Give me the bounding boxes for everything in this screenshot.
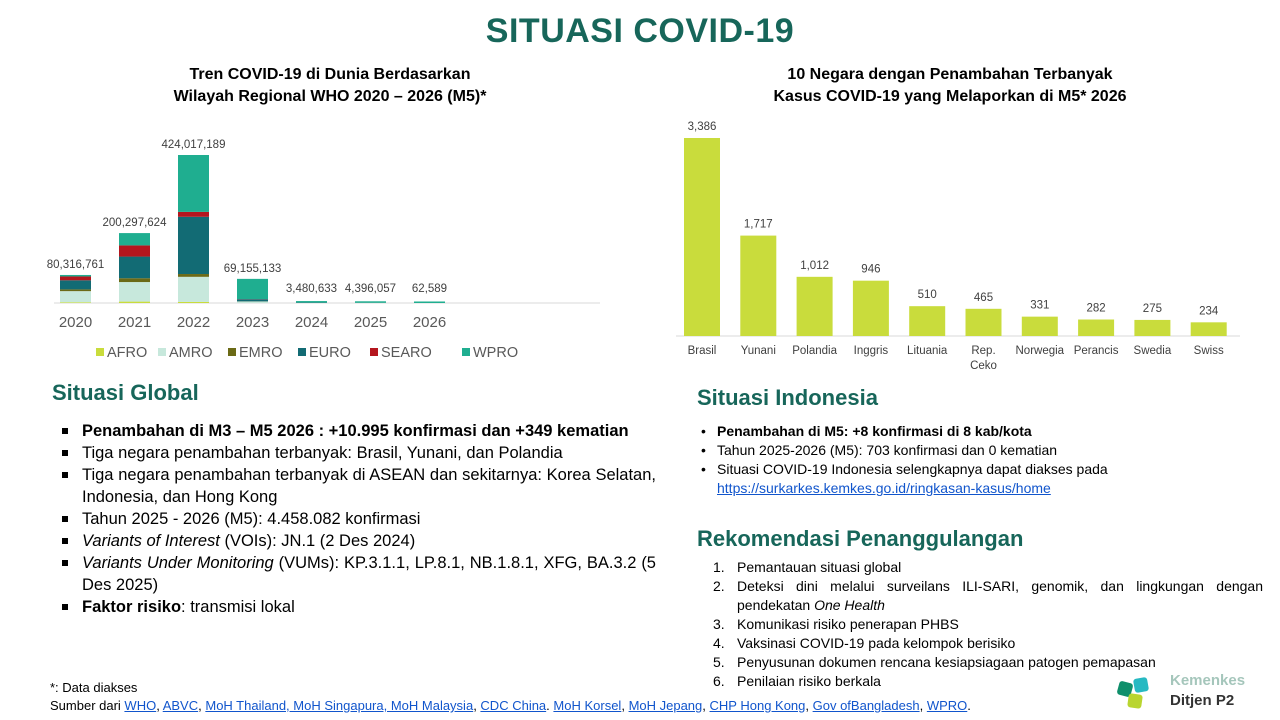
bar-segment <box>60 291 91 302</box>
data-label: 510 <box>917 289 937 302</box>
sources-prefix: Sumber dari <box>50 698 125 713</box>
tick-label: Inggris <box>853 345 889 357</box>
tick-label: Norwegia <box>1015 345 1065 357</box>
indonesia-item: • Situasi COVID-19 Indonesia selengkapnya dapat diakses pada https://surkarkes.kemkes.go.id/ringkasan-kasus/home <box>697 460 1263 498</box>
global-item: Penambahan di M3 – M5 2026 : +10.995 konfirmasi dan +349 kematian <box>58 420 656 442</box>
global-item: Tahun 2025 - 2026 (M5): 4.458.082 konfirmasi <box>58 508 656 530</box>
source-link-abvc[interactable]: ABVC <box>162 698 199 713</box>
global-item: Tiga negara penambahan terbanyak: Brasil, Yunani, dan Polandia <box>58 442 656 464</box>
data-label: 62,589 <box>411 283 448 295</box>
bar-segment <box>237 279 268 299</box>
bar <box>1022 317 1058 336</box>
bar-segment <box>60 280 91 289</box>
source-link-who[interactable]: WHO <box>124 698 157 713</box>
data-label: 3,386 <box>687 121 717 133</box>
source-link-chp-hongkong[interactable]: CHP Hong Kong <box>709 698 806 713</box>
source-link-moh-asean[interactable]: MoH Thailand, MoH Singapura, MoH Malaysia <box>205 698 474 713</box>
left-chart-title-line2: Wilayah Regional WHO 2020 – 2026 (M5)* <box>173 88 487 105</box>
data-label: 4,396,057 <box>344 283 397 295</box>
bar-segment <box>178 277 209 302</box>
indonesia-item: • Penambahan di M5: +8 konfirmasi di 8 kab/kota <box>697 422 1263 441</box>
tick-label: 2021 <box>117 314 152 331</box>
tick-label: 2025 <box>353 314 388 331</box>
bar-segment <box>237 302 268 303</box>
data-label: 1,717 <box>743 218 773 231</box>
tick-label: Rep. <box>971 345 996 357</box>
data-label: 465 <box>973 291 994 304</box>
bar-segment <box>119 278 150 282</box>
right-chart-title-line1: 10 Negara dengan Penambahan Terbanyak <box>787 66 1113 83</box>
bar <box>684 138 720 336</box>
rekomendasi-item: 4. Vaksinasi COVID-19 pada kelompok berisiko <box>713 635 1016 651</box>
bar <box>1078 320 1114 336</box>
tick-label: Polandia <box>792 345 837 357</box>
bar-segment <box>60 275 91 277</box>
legend-swatch <box>298 348 306 356</box>
data-label: 275 <box>1142 302 1162 315</box>
source-link-moh-korsel[interactable]: MoH Korsel <box>553 698 622 713</box>
global-item: Variants of Interest (VOIs): JN.1 (2 Des 2024) <box>58 530 656 552</box>
bar-segment <box>178 217 209 274</box>
indonesia-list <box>697 422 1263 498</box>
rekomendasi-heading: Rekomendasi Penanggulangan <box>697 526 1024 551</box>
bar-segment <box>119 282 150 302</box>
global-item: Variants Under Monitoring (VUMs): KP.3.1.1, LP.8.1, NB.1.8.1, XFG, BA.3.2 (5 Des 2025) <box>58 552 656 596</box>
legend-label: EURO <box>309 345 351 361</box>
bar <box>853 281 889 336</box>
bar-segment <box>414 301 445 303</box>
tick-label: 2026 <box>412 314 447 331</box>
tick-label: 2022 <box>176 314 211 331</box>
tick-label: 2024 <box>294 314 329 331</box>
logo-line2: Ditjen P2 <box>1170 692 1235 709</box>
bar-segment <box>296 301 327 303</box>
left-chart-title-line1: Tren COVID-19 di Dunia Berdasarkan <box>189 66 471 83</box>
data-label: 200,297,624 <box>102 217 167 230</box>
legend-label: SEARO <box>381 345 432 361</box>
data-label: 3,480,633 <box>285 283 338 295</box>
indonesia-list-wrap <box>697 422 1263 498</box>
bar <box>966 309 1002 336</box>
bar-segment <box>178 274 209 277</box>
tick-label: Yunani <box>740 345 776 357</box>
global-list <box>58 420 656 618</box>
kemenkes-logo <box>1114 668 1274 716</box>
data-label: 282 <box>1086 302 1106 315</box>
bar-segment <box>119 302 150 303</box>
tick-label: Perancis <box>1073 345 1119 357</box>
source-link-gov-bangladesh[interactable]: Gov ofBangladesh <box>812 698 920 713</box>
kemenkes-emblem-icon <box>1114 672 1158 712</box>
legend-swatch <box>370 348 378 356</box>
bar-segment <box>60 276 91 280</box>
left-chart-title <box>90 64 570 108</box>
data-label: 331 <box>1030 299 1050 312</box>
tick-label: Ceko <box>970 360 997 372</box>
data-label: 1,012 <box>800 259 829 272</box>
bar-segment <box>178 155 209 212</box>
bar <box>1134 320 1170 336</box>
global-heading: Situasi Global <box>52 380 199 405</box>
legend-label: EMRO <box>239 345 283 361</box>
right-chart-title <box>680 64 1220 108</box>
footer-note: *: Data diakses <box>50 680 138 695</box>
indonesia-item: • Tahun 2025-2026 (M5): 703 konfirmasi dan 0 kematian <box>697 441 1263 460</box>
bar-segment <box>60 302 91 303</box>
page-title: SITUASI COVID-19 <box>485 12 795 50</box>
logo-line1: Kemenkes <box>1170 672 1246 689</box>
legend-swatch <box>96 348 104 356</box>
rekomendasi-item: 6. Penilaian risiko berkala <box>713 673 881 689</box>
data-label: 80,316,761 <box>46 258 105 271</box>
legend-label: WPRO <box>473 345 519 361</box>
bar-segment <box>178 212 209 217</box>
surkarkes-link[interactable]: https://surkarkes.kemkes.go.id/ringkasan-kasus/home <box>717 480 1051 496</box>
bar <box>797 277 833 336</box>
legend-swatch <box>158 348 166 356</box>
footer-sources: Sumber dari WHO, ABVC, MoH Thailand, MoH Singapura, MoH Malaysia, CDC China. MoH Korsel, MoH Jepang, CHP Hong Kong, Gov ofBangladesh, WPRO. <box>50 698 971 713</box>
bar <box>740 236 776 336</box>
bar-segment <box>60 289 91 291</box>
tick-label: 2023 <box>235 314 270 331</box>
legend-swatch <box>462 348 470 356</box>
bar-segment <box>178 302 209 303</box>
logo-square <box>1133 677 1149 693</box>
rekomendasi-item: 1. Pemantauan situasi global <box>713 559 902 575</box>
source-link-moh-jepang[interactable]: MoH Jepang <box>628 698 703 713</box>
tick-label: Swiss <box>1193 345 1224 357</box>
bar <box>1191 322 1227 336</box>
global-item: Faktor risiko: transmisi lokal <box>58 596 656 618</box>
data-label: 946 <box>861 263 881 276</box>
logo-square <box>1127 693 1143 709</box>
bar <box>909 306 945 336</box>
legend-swatch <box>228 348 236 356</box>
rekomendasi-item: 3. Komunikasi risiko penerapan PHBS <box>713 616 959 632</box>
indonesia-heading: Situasi Indonesia <box>697 385 878 410</box>
bar-segment <box>355 301 386 303</box>
rekomendasi-item: 2. Deteksi dini melalui surveilans ILI-SARI, genomik, dan lingkungan dengan pendekatan One Health <box>713 578 1263 613</box>
tick-label: Brasil <box>687 345 717 357</box>
right-chart-title-line2: Kasus COVID-19 yang Melaporkan di M5* 2026 <box>773 88 1127 105</box>
bar-segment <box>237 299 268 301</box>
bar-segment <box>119 245 150 256</box>
tick-label: 2020 <box>58 314 93 331</box>
data-label: 424,017,189 <box>161 139 226 151</box>
data-label: 234 <box>1199 305 1219 318</box>
data-label: 69,155,133 <box>223 262 282 275</box>
tick-label: Swedia <box>1133 345 1172 357</box>
top-countries-chart <box>670 112 1250 376</box>
legend-label: AMRO <box>169 345 213 361</box>
global-list-wrap <box>58 420 656 618</box>
rekomendasi-item: 5. Penyusunan dokumen rencana kesiapsiagaan patogen pemapasan <box>713 654 1156 670</box>
source-link-cdc-china[interactable]: CDC China <box>480 698 547 713</box>
regional-trend-chart <box>40 128 640 376</box>
global-item: Tiga negara penambahan terbanyak di ASEAN dan sekitarnya: Korea Selatan, Indonesia, dan Hong Kong <box>58 464 656 508</box>
tick-label: Lituania <box>907 345 948 357</box>
bar-segment <box>119 233 150 245</box>
source-link-wpro[interactable]: WPRO <box>926 698 968 713</box>
bar-segment <box>119 257 150 279</box>
legend-label: AFRO <box>107 345 148 361</box>
